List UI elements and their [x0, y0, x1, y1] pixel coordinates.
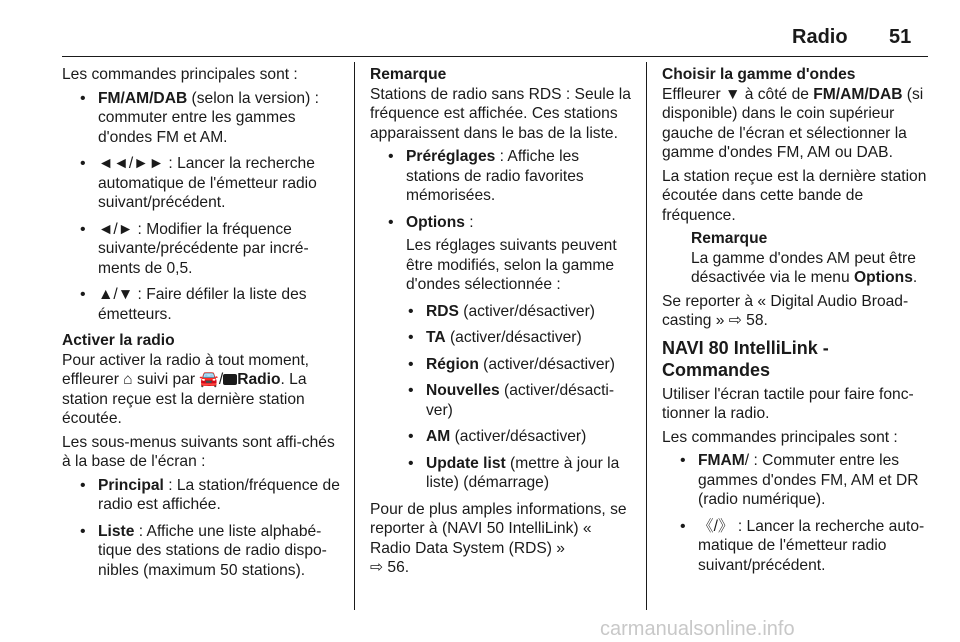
list-item: [62, 89, 347, 148]
list-item: [662, 517, 930, 576]
band-text: [662, 85, 930, 163]
item-text: / : Commuter entre les gammes d'ondes FM, AM et DR (radio numérique).: [698, 452, 919, 508]
navi80-heading: NAVI 80 IntelliLink - Commandes: [662, 337, 829, 380]
list-item: [370, 355, 636, 375]
main-controls-list: [62, 89, 347, 325]
text-span: La gamme d'ondes AM peut être désactivée via le menu: [691, 249, 916, 286]
column-divider-1: [354, 62, 355, 610]
page-ref-link[interactable]: 58.: [741, 312, 768, 329]
bold-term: FM/AM/DAB: [813, 85, 903, 103]
list-item: [370, 427, 636, 447]
item-text: (selon la version) : commuter entre les gammes d'ondes FM et AM.: [98, 89, 319, 146]
bold-term: Update list: [426, 454, 506, 472]
item-text: (activer/désactiver): [478, 355, 615, 373]
list-item: [370, 381, 636, 420]
list-item: [62, 285, 347, 324]
submenu-options-list: [370, 147, 636, 295]
item-text: : La station/fréquence de radio est affichée.: [98, 476, 340, 513]
item-text: : Lancer la recherche automatique de l'émetteur radio suivant/précédent.: [98, 155, 317, 211]
home-icon: ⌂: [123, 371, 133, 388]
activate-radio-heading: Activer la radio: [62, 332, 175, 349]
dab-reference: [662, 292, 930, 331]
text-span: Se reporter à « Digital Audio Broad-casting »: [662, 292, 909, 329]
submenus-text: Les sous-menus suivants sont affi-chés à la base de l'écran :: [62, 433, 335, 470]
arrow-ref-icon: ⇨: [370, 559, 384, 576]
watermark: carmanualsonline.info: [600, 618, 795, 640]
bold-term: Région: [426, 355, 479, 373]
seek-icon: ◄◄/►►: [98, 155, 165, 172]
page-header: [0, 0, 960, 60]
remark-text: [691, 249, 930, 288]
list-item: [62, 220, 347, 279]
list-item: [62, 476, 347, 515]
text-span: à côté de: [740, 85, 814, 103]
double-chevron-icon: 《/》: [698, 517, 734, 535]
submenus-list: [62, 476, 347, 581]
text-span: suivi par: [132, 371, 200, 388]
text-span: Pour activer la radio à tout moment, effleurer: [62, 351, 310, 388]
list-item: [370, 328, 636, 348]
list-item: [62, 154, 347, 213]
remark-heading: Remarque: [691, 230, 768, 247]
remark-box: [691, 229, 930, 288]
bold-term: Nouvelles: [426, 382, 500, 399]
bold-term: Liste: [98, 522, 135, 540]
item-text: (activer/désactiver): [450, 428, 587, 445]
list-item: [662, 451, 930, 510]
bold-term: RDS: [426, 302, 459, 320]
main-controls-text: Les commandes principales sont :: [662, 428, 898, 446]
car-icon: 🚘: [199, 371, 219, 388]
item-text: (activer/désactiver): [458, 302, 595, 320]
item-text: : Affiche les stations de radio favorites mémorisées.: [406, 148, 584, 204]
activate-radio-text: Pour activer la radio à tout moment, effleurer ⌂ suivi par 🚘/ Radio. La station reçue est la dernière station écoutée.: [62, 351, 310, 427]
bold-term: Options: [406, 213, 465, 231]
section-title: Radio: [792, 26, 848, 48]
down-triangle-icon: ▼: [724, 85, 741, 103]
band-heading: Choisir la gamme d'ondes: [662, 66, 856, 83]
bold-term: TA: [426, 329, 446, 346]
more-info-text: [370, 500, 636, 578]
bold-term: FMAM: [698, 452, 745, 469]
bold-term: AM: [426, 428, 451, 445]
remark-text: Stations de radio sans RDS : Seule la fréquence est affichée. Ces stations apparaissent dans le bas de la liste.: [370, 85, 631, 142]
bold-term: Radio: [237, 371, 281, 388]
item-text: :: [464, 213, 474, 231]
header-rule: [62, 56, 928, 57]
options-description: Les réglages suivants peuvent être modifiés, selon la gamme d'ondes sélectionnée :: [406, 237, 617, 293]
bold-term: Préréglages: [406, 148, 496, 165]
list-item: [62, 522, 347, 581]
remark-heading: Remarque: [370, 66, 447, 83]
column-divider-2: [646, 62, 647, 610]
radio-icon: [223, 374, 237, 385]
item-text: (mettre à jour la liste) (démarrage): [426, 454, 620, 491]
item-text: : Lancer la recherche auto-matique de l'émetteur radio suivant/précédent.: [698, 517, 925, 574]
step-arrows-icon: ◄/►: [98, 220, 134, 238]
text-span: . La station reçue est la dernière station écoutée.: [62, 371, 307, 427]
text-span: Effleurer: [662, 85, 725, 103]
column-2: [370, 65, 636, 582]
item-text: (activer/désacti-ver): [426, 382, 615, 419]
last-station-text: La station reçue est la dernière station écoutée dans cette bande de fréquence.: [662, 167, 927, 224]
text-span: (si disponible) dans le coin supérieur gauche de l'écran et sélectionner la gamme d'ondes FM, AM ou DAB.: [662, 85, 924, 161]
item-text: : Affiche une liste alphabé-tique des stations de radio dispo-nibles (maximum 50 stations).: [98, 522, 327, 579]
remark-box: [370, 65, 636, 143]
touch-text: Utiliser l'écran tactile pour faire fonc-tionner la radio.: [662, 385, 914, 422]
page-ref-link[interactable]: 56.: [383, 559, 410, 576]
list-item: [370, 147, 636, 206]
item-text: (activer/désactiver): [445, 329, 582, 346]
list-item: [370, 213, 636, 295]
list-item: [370, 454, 636, 493]
item-text: : Faire défiler la liste des émetteurs.: [98, 286, 307, 323]
page-number: 51: [889, 26, 912, 48]
column-3: [662, 65, 930, 582]
bold-term: Principal: [98, 476, 164, 494]
bold-term: Options: [853, 269, 913, 286]
column-1: [62, 65, 347, 587]
arrow-ref-icon: ⇨: [728, 312, 742, 329]
options-list: [370, 302, 636, 493]
bold-term: FM/AM/DAB: [98, 89, 188, 107]
text-span: Pour de plus amples informations, se reporter à (NAVI 50 IntelliLink) « Radio Data System (RDS) »: [370, 500, 627, 557]
intro-text: Les commandes principales sont :: [62, 66, 298, 83]
navi80-controls-list: [662, 451, 930, 575]
text-span: .: [912, 269, 918, 286]
item-text: : Modifier la fréquence suivante/précédente par incré-ments de 0,5.: [98, 220, 309, 277]
up-down-arrows-icon: ▲/▼: [98, 286, 134, 303]
list-item: [370, 302, 636, 322]
